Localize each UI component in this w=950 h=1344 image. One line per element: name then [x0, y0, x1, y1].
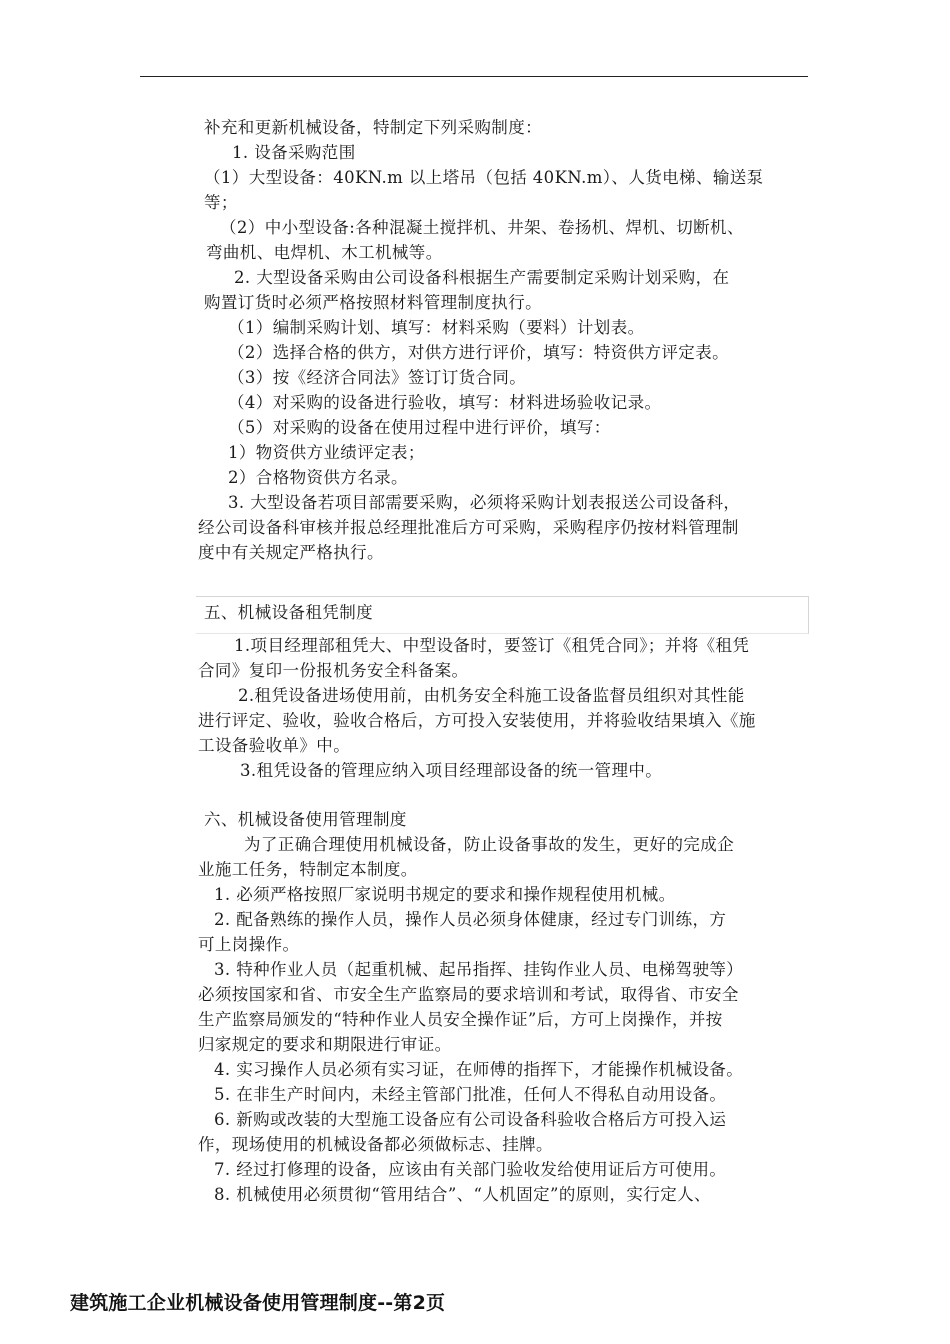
text-line: 经公司设备科审核并报总经理批准后方可采购，采购程序仍按材料管理制: [198, 518, 739, 537]
text-line: 必须按国家和省、市安全生产监察局的要求培训和考试，取得省、市安全: [198, 985, 739, 1004]
text-line: 进行评定、验收，验收合格后，方可投入安装使用，并将验收结果填入《施: [198, 711, 756, 730]
text-line: 合同》复印一份报机务安全科备案。: [198, 661, 469, 680]
text-line: 等；: [204, 193, 238, 212]
text-line: 度中有关规定严格执行。: [198, 543, 384, 562]
text-line: 弯曲机、电焊机、木工机械等。: [206, 243, 443, 262]
text-line: 3. 大型设备若项目部需要采购，必须将采购计划表报送公司设备科，: [228, 493, 741, 512]
text-line: 补充和更新机械设备，特制定下列采购制度：: [204, 118, 542, 137]
text-line: 1）物资供方业绩评定表；: [228, 443, 425, 462]
text-line: 生产监察局颁发的“特种作业人员安全操作证”后，方可上岗操作，并按: [198, 1010, 723, 1029]
text-line: 工设备验收单》中。: [198, 736, 351, 755]
text-line: （1）大型设备：40KN.m 以上塔吊（包括 40KN.m）、人货电梯、输送泵: [204, 168, 764, 187]
text-line: （3）按《经济合同法》签订订货合同。: [228, 368, 527, 387]
text-line: （1）编制采购计划、填写：材料采购（要料）计划表。: [228, 318, 645, 337]
text-line: 作，现场使用的机械设备都必须做标志、挂牌。: [198, 1135, 553, 1154]
text-line: （2）选择合格的供方，对供方进行评价，填写：特资供方评定表。: [228, 343, 729, 362]
header-rule: [140, 76, 808, 77]
text-line: 2. 大型设备采购由公司设备科根据生产需要制定采购计划采购，在: [234, 268, 730, 287]
text-line: （2）中小型设备:各种混凝土搅拌机、井架、卷扬机、焊机、切断机、: [220, 218, 744, 237]
section-heading: 五、机械设备租凭制度: [204, 603, 373, 622]
text-line: 6. 新购或改装的大型施工设备应有公司设备科验收合格后方可投入运: [214, 1110, 727, 1129]
text-line: 为了正确合理使用机械设备，防止设备事故的发生，更好的完成企: [244, 835, 735, 854]
text-line: 4. 实习操作人员必须有实习证，在师傅的指挥下，才能操作机械设备。: [214, 1060, 744, 1079]
section-heading: 六、机械设备使用管理制度: [204, 810, 407, 829]
text-line: 3.租凭设备的管理应纳入项目经理部设备的统一管理中。: [240, 761, 663, 780]
text-line: 1. 必须严格按照厂家说明书规定的要求和操作规程使用机械。: [214, 885, 676, 904]
text-line: 3. 特种作业人员（起重机械、起吊指挥、挂钩作业人员、电梯驾驶等）: [214, 960, 744, 979]
text-line: 7. 经过打修理的设备，应该由有关部门验收发给使用证后方可使用。: [214, 1160, 727, 1179]
text-line: （5）对采购的设备在使用过程中进行评价，填写：: [228, 418, 611, 437]
text-line: 可上岗操作。: [198, 935, 300, 954]
text-line: 2）合格物资供方名录。: [228, 468, 408, 487]
text-line: 5. 在非生产时间内，未经主管部门批准，任何人不得私自动用设备。: [214, 1085, 727, 1104]
text-line: 购置订货时必须严格按照材料管理制度执行。: [204, 293, 542, 312]
text-line: 8. 机械使用必须贯彻“管用结合”、“人机固定”的原则，实行定人、: [214, 1185, 711, 1204]
text-line: 1.项目经理部租凭大、中型设备时，要签订《租凭合同》；并将《租凭: [234, 636, 750, 655]
text-line: 2.租凭设备进场使用前，由机务安全科施工设备监督员组织对其性能: [238, 686, 745, 705]
page-footer: 建筑施工企业机械设备使用管理制度--第2页: [70, 1292, 446, 1314]
text-line: 1. 设备采购范围: [232, 143, 356, 162]
text-line: （4）对采购的设备进行验收，填写：材料进场验收记录。: [228, 393, 662, 412]
text-line: 业施工任务，特制定本制度。: [198, 860, 418, 879]
text-line: 归家规定的要求和期限进行审证。: [198, 1035, 452, 1054]
text-line: 2. 配备熟练的操作人员，操作人员必须身体健康，经过专门训练，方: [214, 910, 727, 929]
